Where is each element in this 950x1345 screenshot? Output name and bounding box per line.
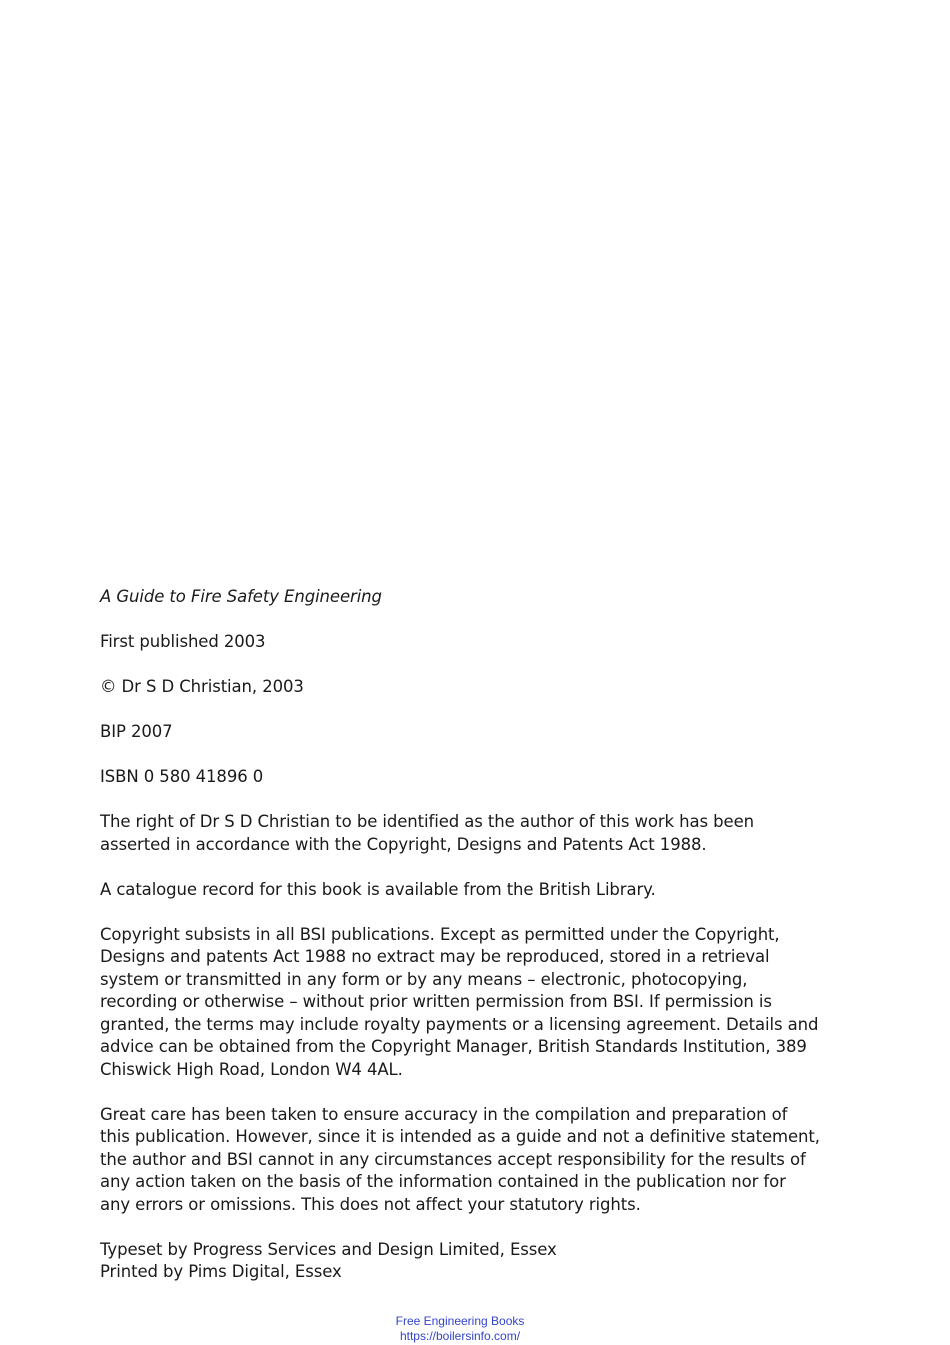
- footer-line-1[interactable]: Free Engineering Books: [395, 1314, 525, 1328]
- book-title: A Guide to Fire Safety Engineering: [100, 587, 382, 606]
- printer-credit: Printed by Pims Digital, Essex: [100, 1262, 342, 1281]
- copyright-notice: Copyright subsists in all BSI publications. Except as permitted under the Copyright, Designs and patents Act 1988 no extract may be reproduced, stored in a retrieval system or transmitted in any form or by any means – electronic, photocopying, recording or otherwise – without prior written permission from BSI. If permission is granted, the terms may include royalty payments or a licensing agreement. Details and advice can be obtained from the Copyright Manager, British Standards Institution, 389 Chiswick High Road, London W4 4AL.: [100, 924, 819, 1079]
- copyright-line: © Dr S D Christian, 2003: [100, 677, 304, 696]
- footer-line-2[interactable]: https://boilersinfo.com/: [399, 1329, 521, 1343]
- typeset-credit: Typeset by Progress Services and Design Limited, Essex: [100, 1239, 557, 1259]
- imprint-block: [100, 586, 820, 1284]
- isbn: ISBN 0 580 41896 0: [100, 767, 264, 786]
- footer-watermark-link[interactable]: [0, 1314, 920, 1344]
- disclaimer: Great care has been taken to ensure accuracy in the compilation and preparation of this publication. However, since it is intended as a guide and not a definitive statement, the author and BSI cannot in any circumstances accept responsibility for the results of any action taken on the basis of the information contained in the publication nor for any errors or omissions. This does not affect your statutory rights.: [100, 1104, 820, 1214]
- moral-rights-statement: The right of Dr S D Christian to be identified as the author of this work has been asserted in accordance with the Copyright, Designs and Patents Act 1988.: [100, 812, 754, 854]
- catalogue-record: A catalogue record for this book is available from the British Library.: [100, 879, 656, 899]
- bip-number: BIP 2007: [100, 722, 173, 741]
- first-published: First published 2003: [100, 632, 266, 651]
